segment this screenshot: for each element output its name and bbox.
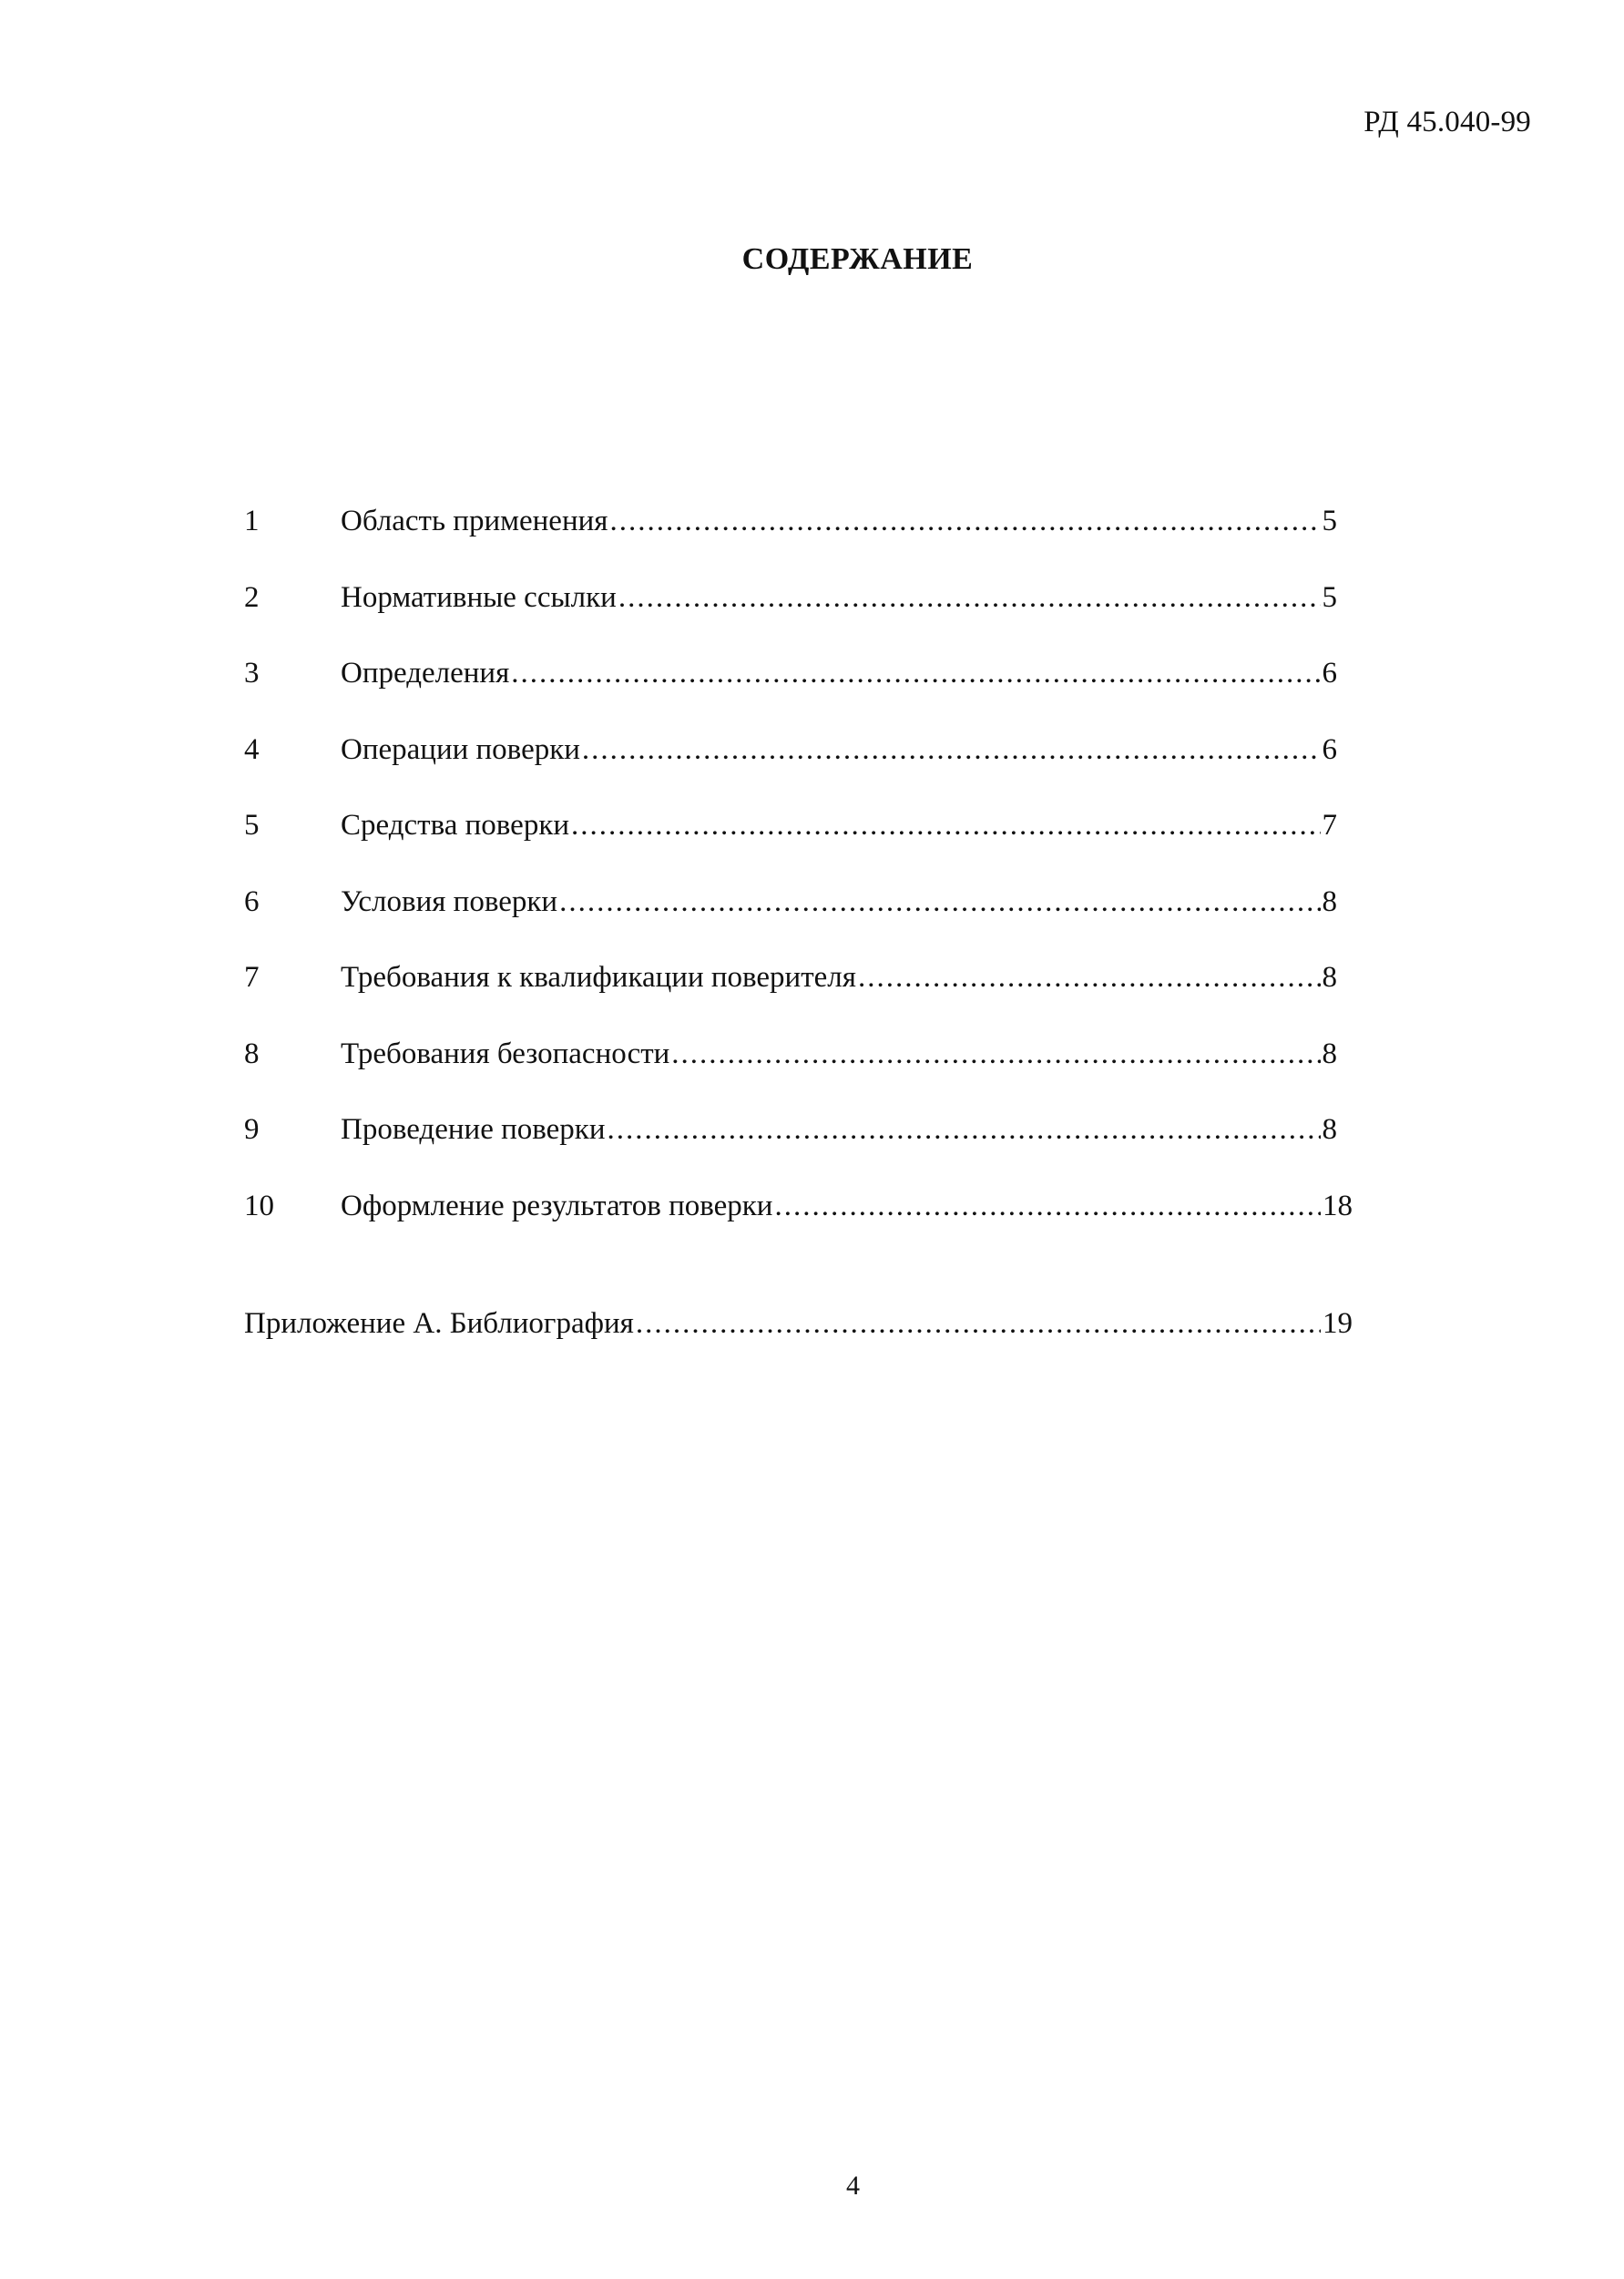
toc-leader-dots [511, 655, 1320, 691]
toc-item-number: 8 [244, 1037, 260, 1070]
toc-item-number: 9 [244, 1113, 260, 1146]
toc-item[interactable] [244, 807, 1337, 884]
toc-item-page: 5 [1322, 505, 1337, 537]
toc-item-title: Область применения [341, 505, 608, 537]
toc-appendix-page: 19 [1323, 1307, 1353, 1340]
toc-item-title: Проведение поверки [341, 1113, 606, 1146]
toc-leader-dots [607, 1111, 1320, 1148]
toc-item-title: Определения [341, 657, 510, 690]
toc-leader-dots [671, 1036, 1320, 1072]
toc-item-entry [341, 1036, 1337, 1072]
document-code: РД 45.040-99 [1364, 106, 1531, 138]
toc-item-page: 8 [1322, 961, 1337, 994]
toc-appendix-title: Приложение А. Библиография [244, 1307, 634, 1340]
toc-item-page: 8 [1322, 884, 1337, 918]
toc-leader-dots [571, 807, 1320, 843]
toc-item-number: 3 [244, 657, 260, 690]
toc-item-entry [341, 959, 1337, 996]
toc-item-entry [341, 807, 1337, 843]
toc-title: СОДЕРЖАНИЕ [741, 242, 974, 276]
toc-item-entry [341, 1188, 1353, 1224]
toc-item-number: 2 [244, 580, 260, 614]
toc-list [244, 503, 1353, 1263]
toc-item-page: 8 [1322, 1037, 1337, 1070]
toc-item[interactable] [244, 1036, 1337, 1112]
toc-item[interactable] [244, 1111, 1337, 1188]
toc-leader-dots [559, 884, 1320, 920]
toc-item-entry [341, 655, 1337, 691]
toc-leader-dots [636, 1305, 1321, 1342]
toc-item-number: 6 [244, 884, 260, 918]
toc-item-title: Требования к квалификации поверителя [341, 961, 856, 994]
toc-item-page: 7 [1322, 809, 1337, 842]
toc-item-page: 6 [1322, 657, 1337, 690]
toc-item-title: Оформление результатов поверки [341, 1189, 773, 1222]
toc-item-number: 5 [244, 809, 260, 842]
toc-item-number: 7 [244, 961, 260, 994]
toc-leader-dots [774, 1188, 1321, 1224]
toc-item-title: Нормативные ссылки [341, 580, 617, 614]
toc-item[interactable] [244, 655, 1337, 731]
toc-item[interactable] [244, 503, 1337, 579]
toc-item-page: 8 [1322, 1113, 1337, 1146]
toc-item-entry [341, 579, 1337, 616]
toc-leader-dots [618, 579, 1321, 616]
toc-item-title: Требования безопасности [341, 1037, 670, 1070]
toc-item[interactable] [244, 959, 1337, 1036]
toc-item-entry [341, 731, 1337, 768]
toc-item-page: 6 [1322, 732, 1337, 766]
toc-appendix-item[interactable] [244, 1305, 1353, 1342]
toc-item-number: 4 [244, 732, 260, 766]
toc-item-page: 18 [1323, 1189, 1353, 1222]
toc-item-title: Средства поверки [341, 809, 570, 842]
toc-item-entry [341, 1111, 1337, 1148]
toc-item[interactable] [244, 579, 1337, 656]
page-number: 4 [846, 2171, 860, 2201]
toc-item-title: Операции поверки [341, 732, 580, 766]
toc-leader-dots [858, 959, 1321, 996]
toc-item[interactable] [244, 731, 1337, 808]
toc-leader-dots [609, 503, 1320, 539]
toc-leader-dots [582, 731, 1321, 768]
toc-item-page: 5 [1322, 580, 1337, 614]
toc-item-entry [341, 503, 1337, 539]
toc-item-number: 10 [244, 1189, 274, 1222]
toc-item[interactable] [244, 884, 1337, 960]
toc-item-entry [341, 884, 1337, 920]
toc-item-title: Условия поверки [341, 884, 558, 918]
toc-item-number: 1 [244, 505, 260, 537]
toc-item[interactable] [244, 1188, 1353, 1264]
